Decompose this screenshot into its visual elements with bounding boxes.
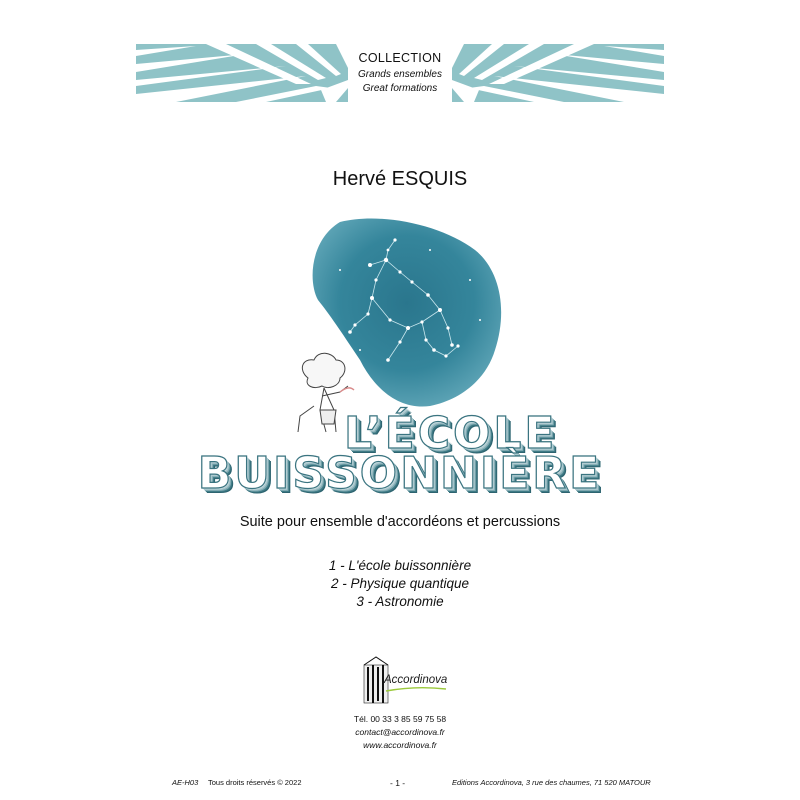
banner-stripes-left [136, 44, 348, 102]
publisher-address: Editions Accordinova, 3 rue des chaumes, 71 520 MATOUR [452, 778, 651, 787]
author-name: Hervé ESQUIS [332, 168, 468, 190]
publisher-email[interactable]: contact@accordinova.fr [355, 727, 445, 737]
title-line-2: BUISSONNIÈRE [197, 448, 603, 499]
catalog-code: AE-H03 [172, 778, 199, 787]
page-number: - 1 - [390, 778, 406, 788]
watercolor-blob [313, 218, 502, 406]
publisher-website[interactable]: www.accordinova.fr [363, 740, 437, 750]
collection-subtitle-fr: Grands ensembles [358, 68, 442, 80]
movement-list [0, 557, 800, 611]
publisher-contact [0, 713, 800, 752]
publisher-logo-text: Accordinova [384, 674, 448, 686]
title-line-1: L’ÉCOLE [344, 408, 558, 459]
work-subtitle: Suite pour ensemble d'accordéons et percussions [239, 514, 561, 530]
movement-item: 3 - Astronomie [356, 594, 444, 609]
collection-subtitle-en: Great formations [362, 82, 438, 94]
publisher-phone: Tél. 00 33 3 85 59 75 58 [353, 714, 447, 724]
movement-item: 1 - L'école buissonnière [328, 558, 472, 573]
banner-stripes-right [452, 44, 664, 102]
collection-banner [136, 44, 664, 102]
copyright-notice: Tous droits réservés © 2022 [208, 778, 302, 787]
collection-title: COLLECTION [358, 50, 442, 65]
movement-item: 2 - Physique quantique [330, 576, 470, 591]
collection-label-box [348, 44, 452, 102]
